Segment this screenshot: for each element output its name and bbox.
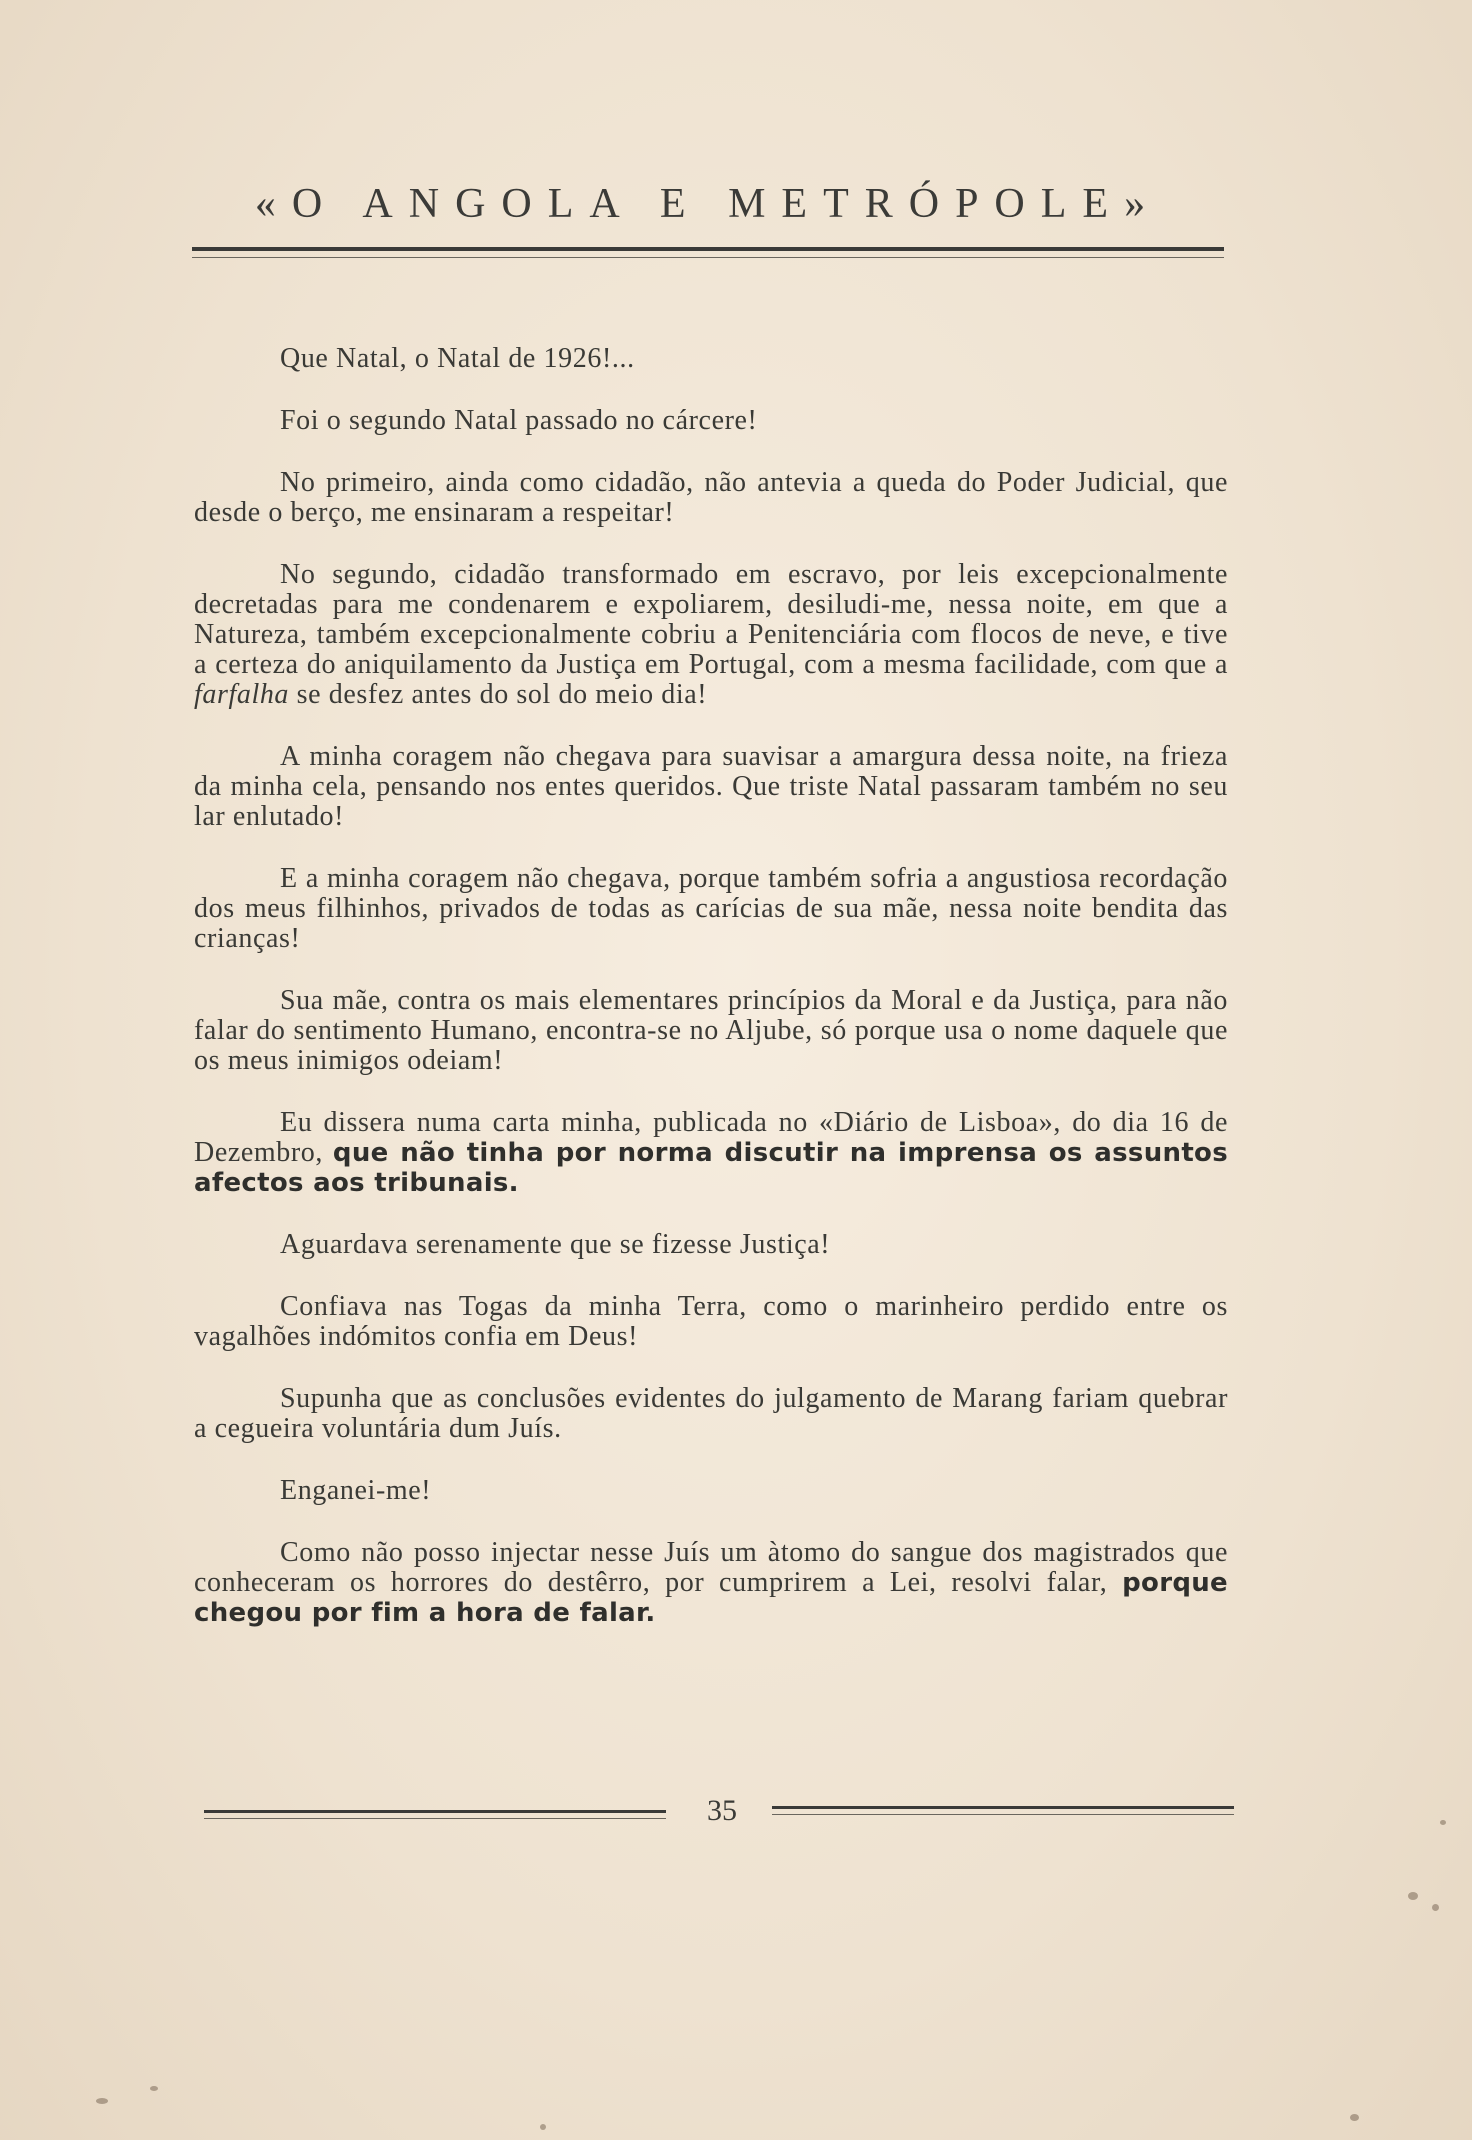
paragraph-text: Foi o segundo Natal passado no cárcere! — [280, 405, 758, 436]
paragraph-text: Enganei-me! — [280, 1475, 432, 1506]
paragraph-text: Aguardava serenamente que se fizesse Justiça! — [280, 1229, 831, 1260]
paragraph — [194, 406, 1228, 436]
paper-speck — [1440, 1820, 1446, 1825]
paragraph-text: E a minha coragem não chegava, porque também sofria a angustiosa recordação dos meus filhinhos, privados de todas as carícias de sua mãe, nessa noite bendita das crianças! — [194, 863, 1228, 954]
paragraph — [194, 1292, 1228, 1352]
paragraph — [194, 1230, 1228, 1260]
footer-rule-right-thin — [772, 1814, 1234, 1815]
footer-rule-left-thick — [204, 1810, 666, 1813]
body-text — [194, 344, 1228, 1660]
paragraph-text: Sua mãe, contra os mais elementares princípios da Moral e da Justiça, para não falar do sentimento Humano, encontra-se no Aljube, só porque usa o nome daquele que os meus inimigos odeiam! — [194, 985, 1228, 1076]
paper-speck — [150, 2086, 158, 2091]
header-rule-thin — [192, 257, 1224, 258]
paragraph — [194, 344, 1228, 374]
paragraph-text: Eu dissera numa carta minha, publicada no «Diário de Lisboa», do dia 16 de Dezembro, — [194, 1107, 1228, 1168]
paper-speck — [1408, 1892, 1418, 1900]
paragraph — [194, 1108, 1228, 1198]
paragraph-text: Supunha que as conclusões evidentes do julgamento de Marang fariam quebrar a cegueira voluntária dum Juís. — [194, 1383, 1228, 1444]
page-number: 35 — [707, 1794, 737, 1827]
paragraph — [194, 864, 1228, 954]
header-rule-thick — [192, 247, 1224, 251]
page-header-title: «O ANGOLA E METRÓPOLE» — [254, 181, 1162, 227]
paper-speck — [1432, 1904, 1439, 1911]
footer-rule-left-thin — [204, 1818, 666, 1819]
paragraph — [194, 1538, 1228, 1628]
paragraph — [194, 986, 1228, 1076]
paragraph — [194, 1384, 1228, 1444]
paragraph-text: No segundo, cidadão transformado em escravo, por leis excepcionalmente decretadas para me condenarem e expoliarem, desiludi-me, nessa noite, em que a Natureza, também excepcionalmente cobriu a Penitenciária com flocos de neve, e tive a certeza do aniquilamento da Justiça em Portugal, com a mesma facilidade, com que a — [194, 559, 1228, 680]
emphasized-bold-text: que não tinha por norma discutir na imprensa os assuntos afectos aos tribunais. — [194, 1138, 1228, 1198]
emphasized-italic-text: farfalha — [194, 679, 290, 710]
paragraph — [194, 560, 1228, 710]
paragraph — [194, 1476, 1228, 1506]
emphasized-bold-text: porque chegou por fim a hora de falar. — [194, 1568, 1228, 1628]
paragraph — [194, 468, 1228, 528]
footer-rule-right-thick — [772, 1806, 1234, 1809]
paragraph — [194, 742, 1228, 832]
paragraph-text: se desfez antes do sol do meio dia! — [289, 679, 708, 710]
paragraph-text: Que Natal, o Natal de 1926!... — [280, 343, 635, 374]
paper-speck — [540, 2124, 546, 2130]
paragraph-text: Confiava nas Togas da minha Terra, como o marinheiro perdido entre os vagalhões indómitos confia em Deus! — [194, 1291, 1228, 1352]
paper-speck — [96, 2098, 108, 2104]
paragraph-text: A minha coragem não chegava para suavisar a amargura dessa noite, na frieza da minha cela, pensando nos entes queridos. Que triste Natal passaram também no seu lar enlutado! — [194, 741, 1228, 832]
paper-speck — [1350, 2114, 1359, 2121]
paragraph-text: Como não posso injectar nesse Juís um àtomo do sangue dos magistrados que conheceram os horrores do destêrro, por cumprirem a Lei, resolvi falar, — [194, 1537, 1228, 1598]
paragraph-text: No primeiro, ainda como cidadão, não antevia a queda do Poder Judicial, que desde o berço, me ensinaram a respeitar! — [194, 467, 1228, 528]
